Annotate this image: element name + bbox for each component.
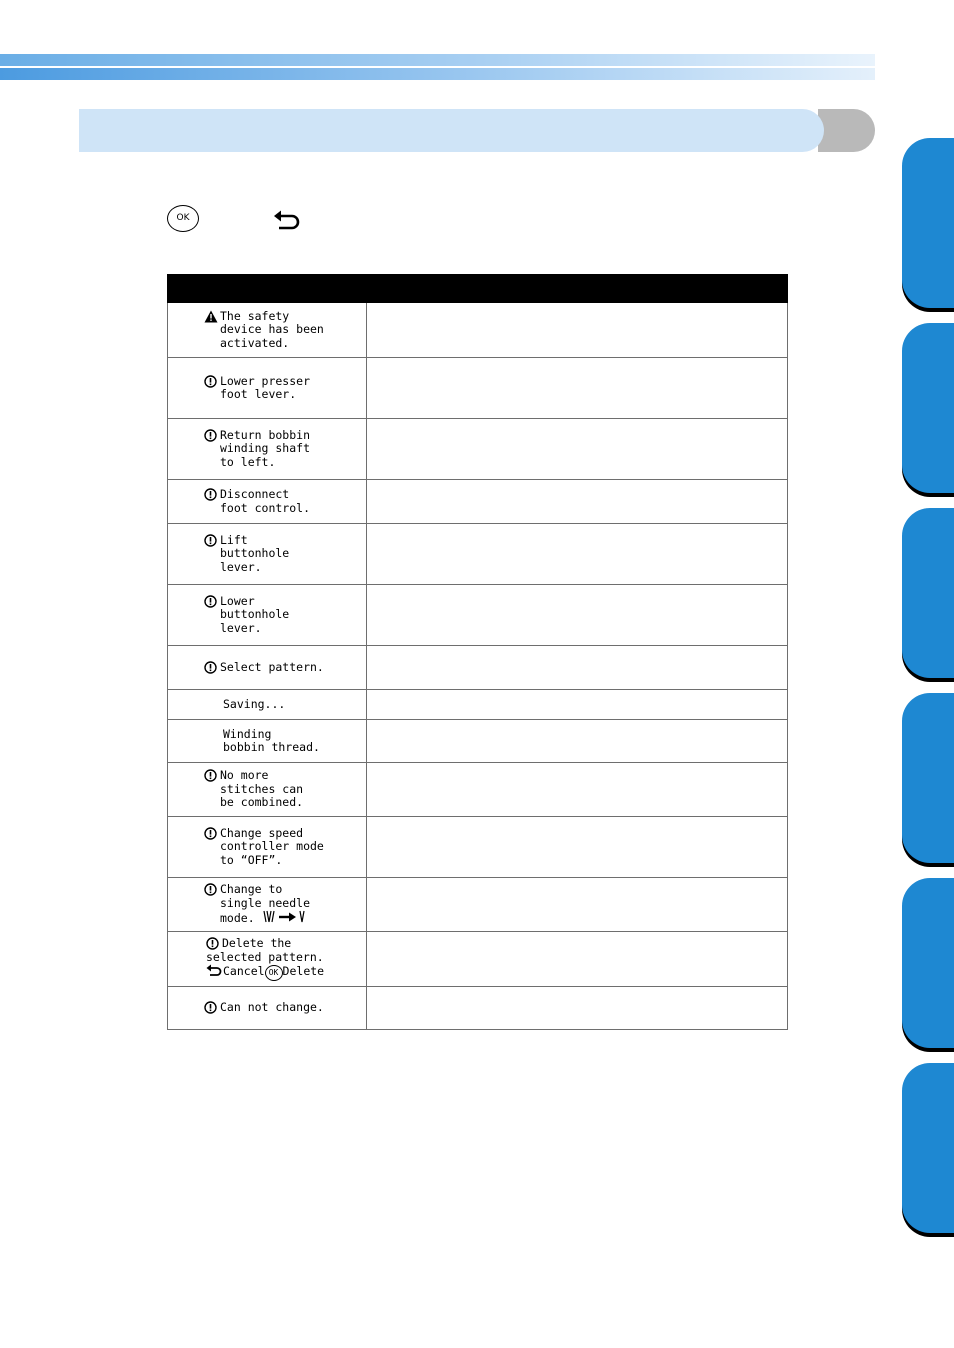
header-stripe-bottom bbox=[0, 68, 875, 80]
back-arrow-icon bbox=[272, 208, 302, 232]
lcd-message bbox=[204, 883, 366, 926]
lcd-message-line: Lower presser bbox=[220, 373, 311, 388]
twin-needle-to-single-needle-icon bbox=[262, 910, 310, 924]
info-icon bbox=[204, 883, 217, 896]
lcd-message-line: to “OFF”. bbox=[220, 852, 283, 867]
table-row bbox=[168, 720, 788, 763]
cause-cell bbox=[367, 358, 788, 419]
lcd-message-line: Can not change. bbox=[220, 1000, 324, 1015]
lcd-message bbox=[204, 1001, 366, 1015]
cause-cell bbox=[367, 987, 788, 1030]
cause-cell bbox=[367, 878, 788, 932]
lcd-message-line: winding shaft bbox=[220, 441, 311, 456]
table-row bbox=[168, 878, 788, 932]
cancel-back-icon bbox=[206, 964, 223, 977]
lcd-message bbox=[204, 534, 366, 575]
lcd-message bbox=[206, 937, 366, 981]
side-tab-3[interactable] bbox=[902, 508, 954, 678]
lcd-message bbox=[204, 429, 366, 470]
table-row bbox=[168, 646, 788, 690]
lcd-message-line: Lift bbox=[220, 532, 248, 547]
lcd-message-line: to left. bbox=[220, 454, 276, 469]
warning-icon bbox=[204, 310, 218, 323]
lcd-message-line: Lower bbox=[220, 593, 255, 608]
lcd-message-cell bbox=[168, 358, 367, 419]
cause-cell bbox=[367, 720, 788, 763]
side-tab-4[interactable] bbox=[902, 693, 954, 863]
info-icon bbox=[204, 375, 217, 388]
cause-cell bbox=[367, 480, 788, 524]
header-stripes bbox=[0, 54, 875, 80]
table-header-row bbox=[168, 275, 788, 303]
lcd-message-line: buttonhole bbox=[220, 546, 290, 561]
table-body bbox=[168, 303, 788, 1030]
lcd-message bbox=[204, 728, 366, 755]
lcd-message bbox=[204, 769, 366, 810]
info-icon bbox=[206, 937, 219, 950]
cause-cell bbox=[367, 817, 788, 878]
cause-cell bbox=[367, 646, 788, 690]
cause-cell bbox=[367, 932, 788, 987]
info-icon bbox=[204, 534, 217, 547]
lcd-message-line: Select pattern. bbox=[220, 659, 324, 674]
ok-key-icon: OK bbox=[265, 965, 283, 981]
lcd-message bbox=[204, 661, 366, 675]
lcd-message bbox=[204, 488, 366, 515]
lcd-message-cell bbox=[168, 817, 367, 878]
table-row bbox=[168, 817, 788, 878]
lcd-message-cell bbox=[168, 690, 367, 720]
cause-cell bbox=[367, 419, 788, 480]
lcd-message bbox=[204, 375, 366, 402]
table-row bbox=[168, 932, 788, 987]
header-stripe-top bbox=[0, 54, 875, 66]
lcd-message-cell bbox=[168, 419, 367, 480]
info-icon bbox=[204, 827, 217, 840]
lcd-message-cell bbox=[168, 646, 367, 690]
lcd-message-line: activated. bbox=[220, 335, 290, 350]
lcd-message bbox=[204, 310, 366, 351]
info-icon bbox=[204, 595, 217, 608]
table-row bbox=[168, 480, 788, 524]
cause-cell bbox=[367, 690, 788, 720]
lcd-message-cell bbox=[168, 303, 367, 358]
cancel-label: Cancel bbox=[223, 964, 265, 978]
lcd-message-line: bobbin thread. bbox=[223, 740, 320, 754]
lcd-message-cell bbox=[168, 987, 367, 1030]
table-row bbox=[168, 585, 788, 646]
lcd-message-line: controller mode bbox=[220, 839, 324, 854]
title-band bbox=[79, 109, 824, 152]
table-row bbox=[168, 763, 788, 817]
lcd-message-line: No more bbox=[220, 768, 269, 783]
side-tab-5[interactable] bbox=[902, 878, 954, 1048]
lcd-message-line: Return bobbin bbox=[220, 427, 311, 442]
cause-cell bbox=[367, 585, 788, 646]
lcd-message-cell bbox=[168, 585, 367, 646]
info-icon bbox=[204, 429, 217, 442]
cause-cell bbox=[367, 303, 788, 358]
lcd-message-line: Winding bbox=[223, 726, 272, 741]
side-tab-6[interactable] bbox=[902, 1063, 954, 1233]
lcd-message-cell bbox=[168, 932, 367, 987]
lcd-message-cell bbox=[168, 878, 367, 932]
lcd-message bbox=[204, 595, 366, 636]
table-row bbox=[168, 987, 788, 1030]
lcd-message-line: device has been bbox=[220, 322, 324, 337]
error-message-table bbox=[167, 274, 788, 1030]
cause-cell bbox=[367, 524, 788, 585]
lcd-message-line: single needle bbox=[220, 895, 311, 910]
title-band-cap bbox=[818, 109, 875, 152]
table-row bbox=[168, 303, 788, 358]
info-icon bbox=[204, 1001, 217, 1014]
lcd-message-cell bbox=[168, 720, 367, 763]
lcd-message-line: buttonhole bbox=[220, 607, 290, 622]
lcd-message-line: Change speed bbox=[220, 825, 304, 840]
lcd-message-line: Change to bbox=[220, 882, 283, 897]
lcd-message-line: lever. bbox=[220, 620, 262, 635]
lcd-message-line: be combined. bbox=[220, 795, 304, 810]
info-icon bbox=[204, 661, 217, 674]
lcd-message-line: selected pattern. bbox=[206, 949, 324, 964]
table-row bbox=[168, 690, 788, 720]
table-row bbox=[168, 358, 788, 419]
lcd-message bbox=[204, 698, 366, 712]
info-icon bbox=[204, 488, 217, 501]
cause-cell bbox=[367, 763, 788, 817]
lcd-message bbox=[204, 827, 366, 868]
side-tab-2[interactable] bbox=[902, 323, 954, 493]
lcd-message-line: mode. bbox=[204, 910, 366, 926]
side-tab-1[interactable] bbox=[902, 138, 954, 308]
lcd-message-line: stitches can bbox=[220, 781, 304, 796]
lcd-message-cell bbox=[168, 763, 367, 817]
lcd-message-line: lever. bbox=[220, 559, 262, 574]
table-header-cause bbox=[367, 275, 788, 303]
table-row bbox=[168, 524, 788, 585]
table-row bbox=[168, 419, 788, 480]
delete-label: Delete bbox=[282, 964, 325, 978]
info-icon bbox=[204, 769, 217, 782]
ok-key-icon: OK bbox=[167, 205, 199, 232]
lcd-message-line: Disconnect bbox=[220, 487, 290, 501]
table-header-message bbox=[168, 275, 367, 303]
lcd-message-cell bbox=[168, 480, 367, 524]
lcd-message-cell bbox=[168, 524, 367, 585]
lcd-message-line bbox=[206, 964, 366, 981]
lcd-message-line: The safety bbox=[220, 308, 290, 323]
lcd-message-line: Saving... bbox=[223, 696, 286, 711]
lcd-message-line: foot lever. bbox=[220, 387, 297, 401]
lcd-message-line: foot control. bbox=[220, 500, 311, 515]
lcd-message-line: Delete the bbox=[222, 936, 292, 950]
